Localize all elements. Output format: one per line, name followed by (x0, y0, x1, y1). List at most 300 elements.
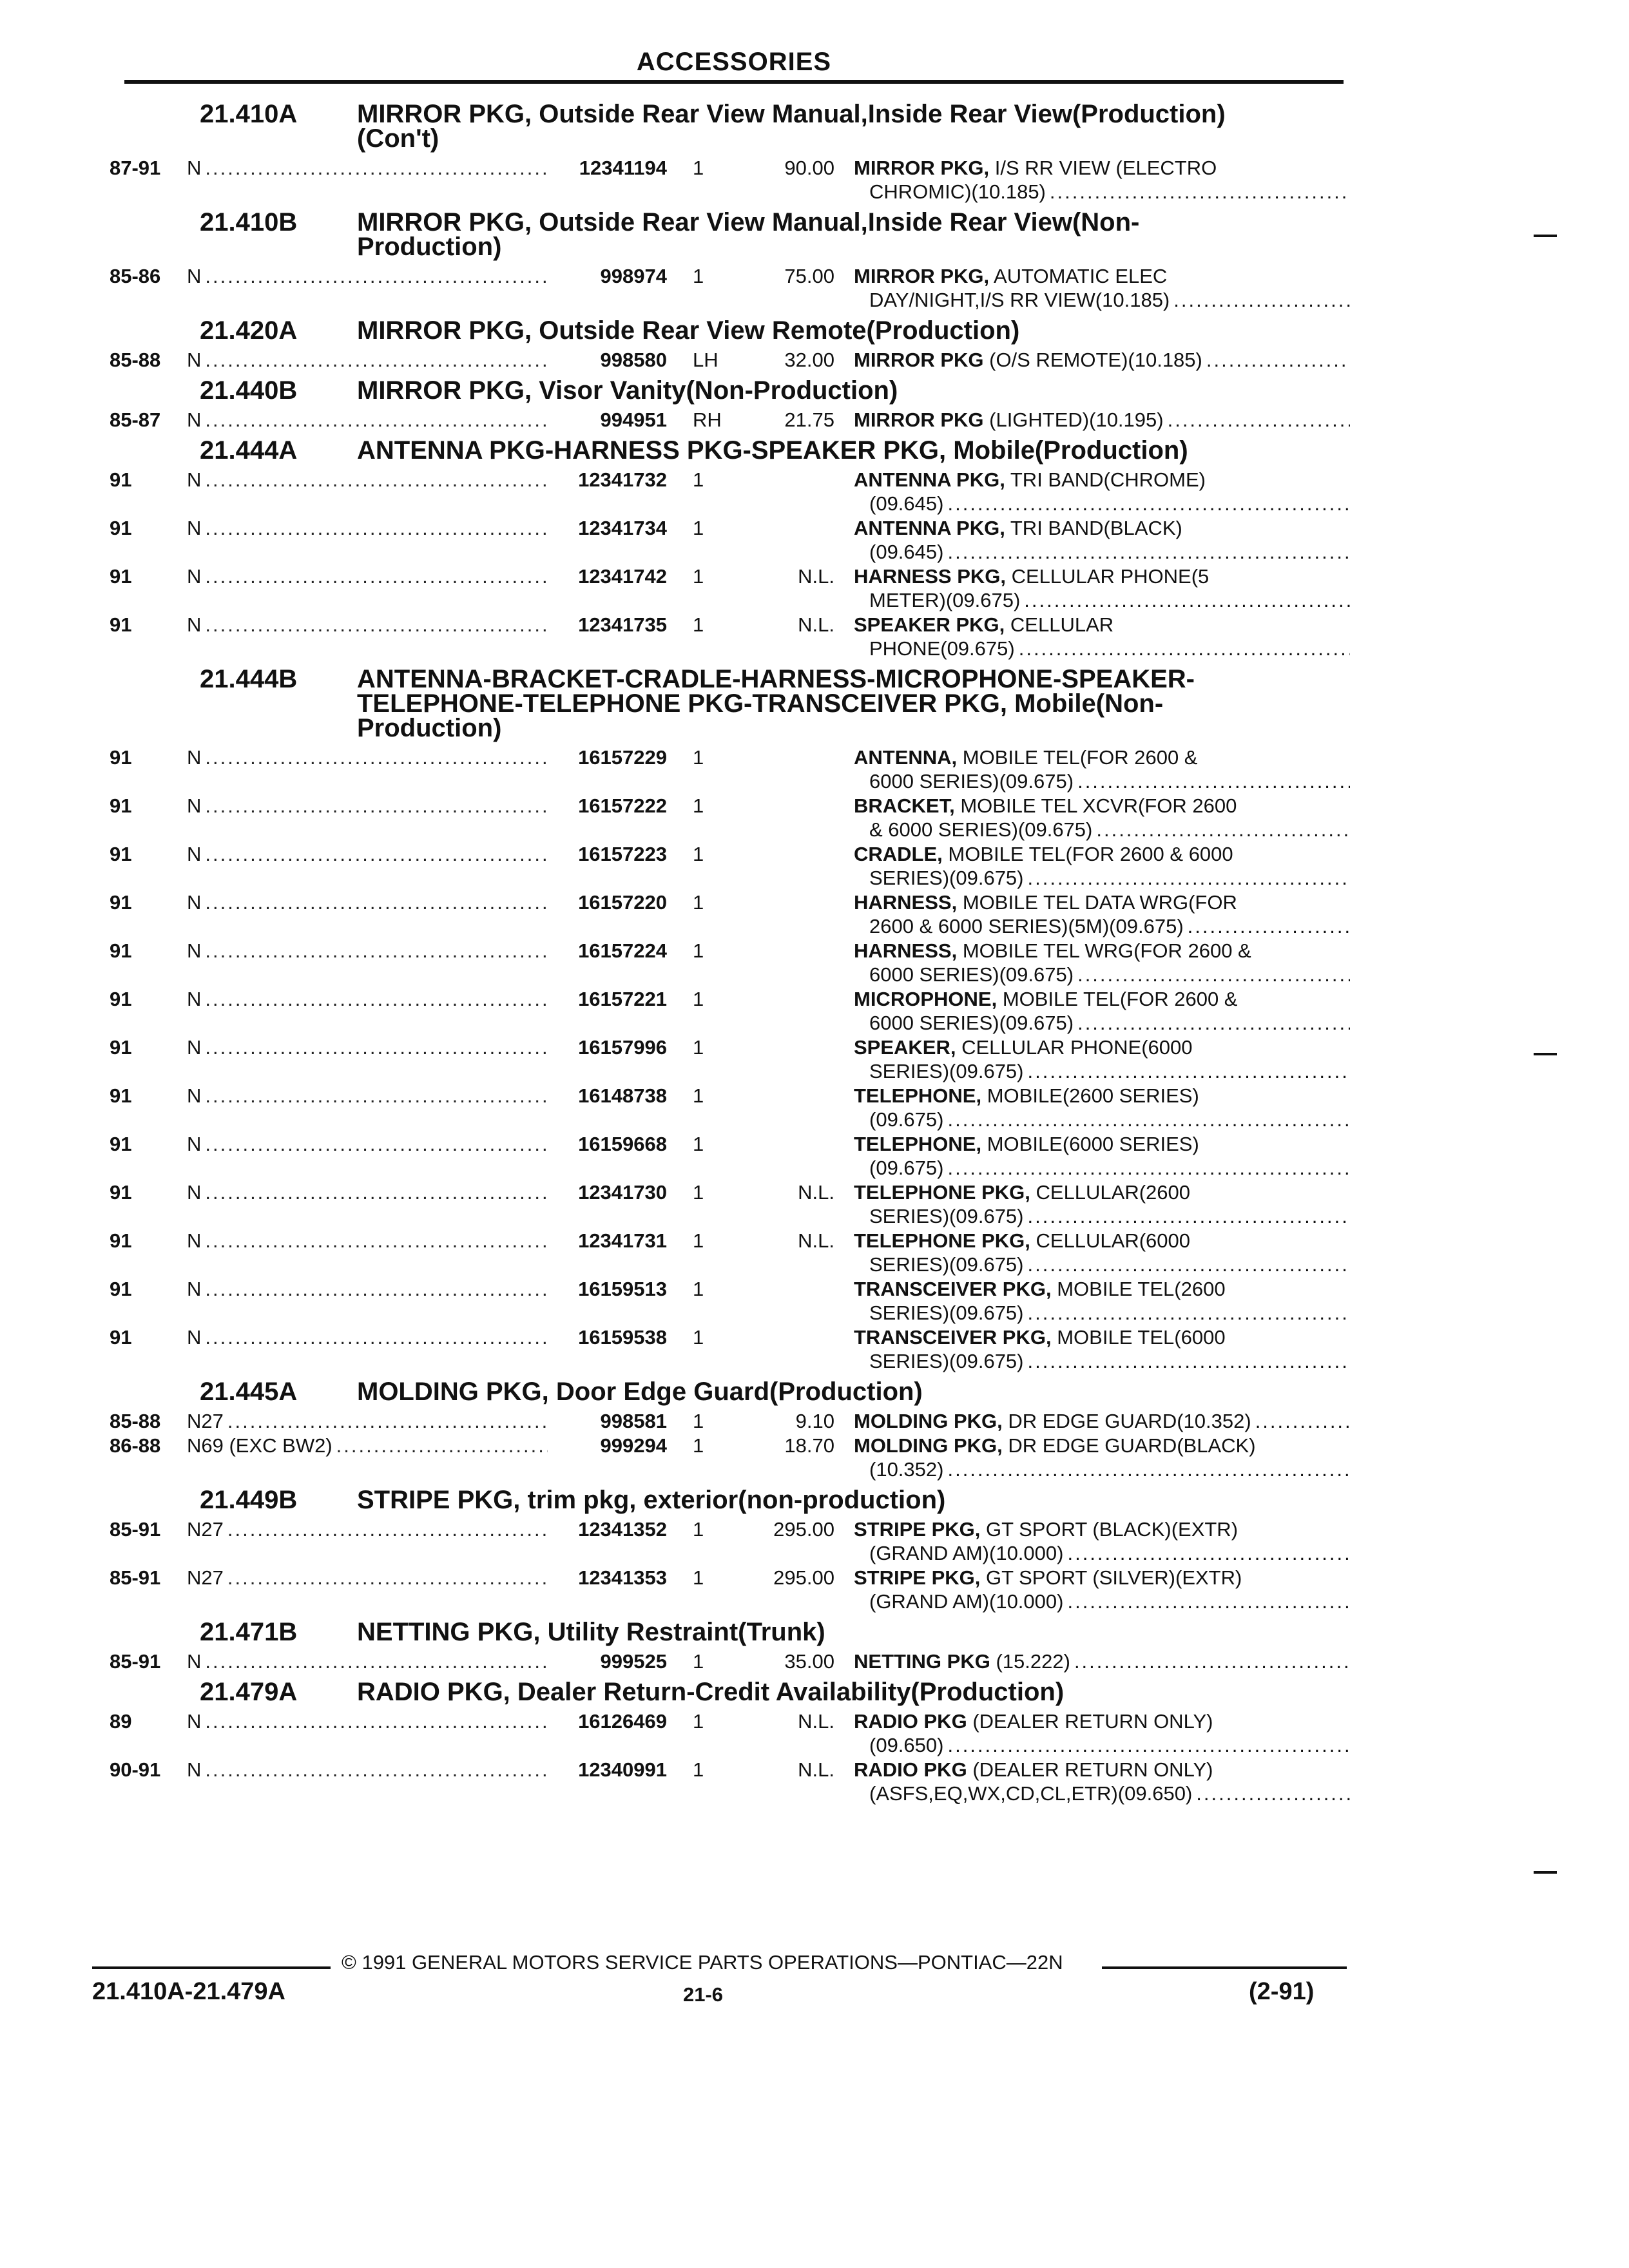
description-text (869, 769, 1077, 793)
footer-rule (1102, 1966, 1347, 1969)
description-detail: (09.645) (869, 492, 944, 515)
dot-leader (947, 540, 1350, 564)
model-years: 91 (110, 1084, 132, 1107)
part-row (110, 264, 1360, 312)
description (854, 890, 1350, 938)
part-noun: MIRROR PKG, (854, 265, 990, 287)
part-row (110, 1758, 1360, 1805)
dot-leader (1074, 1649, 1350, 1673)
part-number: 12341734 (578, 517, 667, 539)
option-code-cell (187, 468, 548, 492)
quantity: 1 (693, 1084, 704, 1107)
description (854, 842, 1350, 890)
dot-leader (947, 1733, 1350, 1757)
dot-leader (1067, 1590, 1350, 1613)
model-years: 91 (110, 468, 132, 491)
model-years: 91 (110, 843, 132, 865)
description-line (854, 842, 1350, 866)
quantity: 1 (693, 1566, 704, 1589)
description-text (869, 1011, 1077, 1035)
header-rule (124, 80, 1344, 84)
description-line (854, 1590, 1350, 1613)
description-detail: SERIES)(09.675) (869, 1253, 1024, 1276)
dot-leader (1067, 1541, 1350, 1565)
revision-mark (1534, 235, 1557, 237)
description (854, 794, 1350, 841)
description-line (854, 987, 1350, 1011)
description-detail: TRI BAND(CHROME) (1010, 468, 1206, 491)
description-line (854, 1457, 1350, 1481)
description-text (869, 1349, 1028, 1373)
part-number: 16157222 (578, 794, 667, 817)
price: 295.00 (773, 1518, 834, 1541)
model-years: 85-88 (110, 1410, 161, 1432)
part-noun: ANTENNA PKG, (854, 517, 1005, 539)
description (854, 468, 1350, 515)
option-code: N27 (187, 1518, 224, 1541)
model-years: 91 (110, 1181, 132, 1204)
description-text (854, 408, 1168, 432)
description-line (854, 348, 1350, 372)
dot-leader (205, 516, 548, 540)
description-line (854, 408, 1350, 432)
description-detail: CELLULAR(2600 (1036, 1181, 1191, 1204)
group-title: MIRROR PKG, Visor Vanity(Non-Production) (357, 376, 898, 405)
quantity: 1 (693, 468, 704, 491)
option-code: N (187, 265, 202, 287)
part-noun: RADIO PKG (854, 1710, 967, 1733)
description-line (854, 1156, 1350, 1180)
price: N.L. (798, 1181, 834, 1204)
part-row (110, 745, 1360, 793)
model-years: 91 (110, 565, 132, 588)
dot-leader (205, 1325, 548, 1349)
part-noun: TRANSCEIVER PKG, (854, 1326, 1052, 1349)
dot-leader (1028, 1059, 1351, 1083)
description-line (854, 1059, 1350, 1083)
part-number: 16159668 (578, 1133, 667, 1155)
option-code-cell (187, 1084, 548, 1108)
part-row (110, 1434, 1360, 1481)
description-detail: (10.352) (869, 1458, 944, 1481)
description-line (854, 1649, 1350, 1673)
quantity: 1 (693, 157, 704, 179)
price: 75.00 (784, 265, 834, 287)
part-noun: STRIPE PKG, (854, 1566, 981, 1589)
description-detail: DR EDGE GUARD(BLACK) (1008, 1434, 1256, 1457)
group-code: 21.440B (200, 376, 298, 405)
page-number: 21-6 (683, 1983, 724, 2006)
description-text (869, 180, 1050, 204)
description (854, 1084, 1350, 1131)
price: 9.10 (795, 1410, 834, 1432)
dot-leader (205, 1180, 548, 1204)
description-line (854, 180, 1350, 204)
quantity: 1 (693, 517, 704, 539)
option-code-cell (187, 1229, 548, 1253)
price: N.L. (798, 613, 834, 636)
option-code: N (187, 939, 202, 962)
group-title: ANTENNA PKG-HARNESS PKG-SPEAKER PKG, Mobile(Production) (357, 436, 1188, 465)
option-code: N (187, 746, 202, 769)
quantity: 1 (693, 1434, 704, 1457)
part-number: 12341735 (578, 613, 667, 636)
part-number: 999525 (600, 1650, 667, 1673)
dot-leader (227, 1409, 548, 1433)
part-number: 998581 (600, 1410, 667, 1432)
model-years: 91 (110, 891, 132, 914)
description-detail: TRI BAND(BLACK) (1010, 517, 1182, 539)
option-code: N (187, 157, 202, 179)
option-code-cell (187, 516, 548, 540)
footer-rule (92, 1966, 331, 1969)
description-text (869, 1457, 947, 1481)
group-code: 21.410A (200, 100, 298, 128)
dot-leader (947, 1156, 1350, 1180)
option-code: N (187, 613, 202, 636)
part-number: 998974 (600, 265, 667, 287)
description-detail: 2600 & 6000 SERIES)(5M)(09.675) (869, 915, 1184, 937)
description-detail: MOBILE TEL(FOR 2600 & (962, 746, 1198, 769)
part-row (110, 794, 1360, 841)
description (854, 1132, 1350, 1180)
model-years: 87-91 (110, 157, 161, 179)
part-number: 16157220 (578, 891, 667, 914)
model-years: 86-88 (110, 1434, 161, 1457)
description-detail: AUTOMATIC ELEC (994, 265, 1168, 287)
option-code-cell (187, 1434, 548, 1457)
description-text (869, 492, 947, 515)
description-detail: CELLULAR(6000 (1036, 1229, 1191, 1252)
description-detail: MOBILE TEL DATA WRG(FOR (962, 891, 1237, 914)
description-line (854, 769, 1350, 793)
part-row (110, 1517, 1360, 1565)
part-noun: TRANSCEIVER PKG, (854, 1278, 1052, 1300)
group-heading (110, 667, 1360, 740)
group-heading (110, 1488, 1360, 1512)
parts-group (110, 378, 1360, 432)
option-code-cell (187, 1517, 548, 1541)
group-code: 21.444B (200, 665, 298, 693)
description (854, 745, 1350, 793)
group-code: 21.449B (200, 1486, 298, 1514)
description-text (869, 1782, 1196, 1805)
dot-leader (1096, 818, 1350, 841)
dot-leader (1028, 1253, 1351, 1276)
description-text (869, 1156, 947, 1180)
part-noun: TELEPHONE, (854, 1084, 982, 1107)
description (854, 1325, 1350, 1373)
model-years: 85-91 (110, 1650, 161, 1673)
description-text (869, 1204, 1028, 1228)
group-heading (110, 378, 1360, 403)
description-detail: GT SPORT (BLACK)(EXTR) (986, 1518, 1239, 1541)
part-row (110, 1035, 1360, 1083)
description-detail: MOBILE TEL(6000 (1057, 1326, 1226, 1349)
option-code-cell (187, 408, 548, 432)
group-code: 21.444A (200, 436, 298, 465)
description (854, 1517, 1350, 1565)
option-code: N (187, 1758, 202, 1781)
description-line (854, 156, 1350, 180)
quantity: 1 (693, 843, 704, 865)
description-detail: GT SPORT (SILVER)(EXTR) (986, 1566, 1242, 1589)
quantity: 1 (693, 1278, 704, 1300)
description-detail: (09.650) (869, 1734, 944, 1756)
description-line (854, 613, 1350, 637)
part-number: 12341730 (578, 1181, 667, 1204)
description-detail: MOBILE TEL WRG(FOR 2600 & (962, 939, 1251, 962)
option-code-cell (187, 156, 548, 180)
quantity: 1 (693, 939, 704, 962)
option-code: N (187, 1650, 202, 1673)
dot-leader (947, 1108, 1350, 1131)
description-line (854, 794, 1350, 818)
part-row (110, 1325, 1360, 1373)
part-noun: MOLDING PKG, (854, 1410, 1003, 1432)
dot-leader (205, 1758, 548, 1782)
option-code: N (187, 1710, 202, 1733)
description-detail: METER)(09.675) (869, 589, 1021, 611)
description-line (854, 1566, 1350, 1590)
dot-leader (205, 1649, 548, 1673)
dot-leader (205, 613, 548, 637)
revision-date: (2-91) (1249, 1978, 1315, 2005)
option-code-cell (187, 987, 548, 1011)
description (854, 987, 1350, 1035)
description-line (854, 939, 1350, 963)
description-line (854, 1349, 1350, 1373)
description (854, 1409, 1350, 1433)
description-line (854, 1301, 1350, 1325)
part-noun: MIRROR PKG, (854, 157, 990, 179)
description-line (854, 637, 1350, 660)
quantity: 1 (693, 746, 704, 769)
description (854, 564, 1350, 612)
part-noun: HARNESS, (854, 939, 958, 962)
part-row (110, 1649, 1360, 1673)
dot-leader (205, 264, 548, 288)
quantity: RH (693, 408, 722, 431)
description-text (869, 288, 1173, 312)
model-years: 91 (110, 517, 132, 539)
part-row (110, 564, 1360, 612)
option-code-cell (187, 939, 548, 963)
description-line (854, 516, 1350, 540)
option-code: N (187, 988, 202, 1010)
part-noun: MOLDING PKG, (854, 1434, 1003, 1457)
dot-leader (205, 1229, 548, 1253)
description-text (869, 1541, 1067, 1565)
model-years: 91 (110, 1036, 132, 1059)
page-title: ACCESSORIES (636, 48, 832, 76)
option-code-cell (187, 1132, 548, 1156)
part-row (110, 156, 1360, 204)
description-detail: (DEALER RETURN ONLY) (972, 1710, 1213, 1733)
option-code: N (187, 349, 202, 371)
part-row (110, 468, 1360, 515)
description-line (854, 1541, 1350, 1565)
description-text (869, 637, 1019, 660)
description-detail: MOBILE TEL(FOR 2600 & (1002, 988, 1238, 1010)
model-years: 91 (110, 794, 132, 817)
quantity: 1 (693, 565, 704, 588)
description-line (854, 818, 1350, 841)
part-row (110, 613, 1360, 660)
quantity: 1 (693, 1650, 704, 1673)
description-detail: CHROMIC)(10.185) (869, 180, 1046, 203)
part-number: 16148738 (578, 1084, 667, 1107)
part-row (110, 890, 1360, 938)
dot-leader (1028, 1204, 1351, 1228)
price: 90.00 (784, 157, 834, 179)
part-number: 16157221 (578, 988, 667, 1010)
group-title: STRIPE PKG, trim pkg, exterior(non-production) (357, 1486, 946, 1514)
dot-leader (205, 794, 548, 818)
description-text (869, 818, 1096, 841)
option-code-cell (187, 842, 548, 866)
option-code-cell (187, 613, 548, 637)
description-line (854, 1782, 1350, 1805)
description-detail: SERIES)(09.675) (869, 1205, 1024, 1227)
description-detail: (09.645) (869, 541, 944, 563)
description-line (854, 1253, 1350, 1276)
price: 35.00 (784, 1650, 834, 1673)
description-detail: (09.675) (869, 1157, 944, 1179)
quantity: 1 (693, 1181, 704, 1204)
description-line (854, 264, 1350, 288)
option-code-cell (187, 1325, 548, 1349)
price: 18.70 (784, 1434, 834, 1457)
description-text (869, 1059, 1028, 1083)
description (854, 408, 1350, 432)
dot-leader (227, 1566, 548, 1590)
description-detail: SERIES)(09.675) (869, 867, 1024, 889)
dot-leader (1028, 1349, 1351, 1373)
description-detail: DAY/NIGHT,I/S RR VIEW(10.185) (869, 289, 1170, 311)
part-row (110, 1566, 1360, 1613)
description-detail: SERIES)(09.675) (869, 1302, 1024, 1324)
description-text (869, 1733, 947, 1757)
dot-leader (227, 1517, 548, 1541)
description-detail: SERIES)(09.675) (869, 1060, 1024, 1082)
part-noun: ANTENNA, (854, 746, 958, 769)
description (854, 613, 1350, 660)
description-detail: 6000 SERIES)(09.675) (869, 770, 1074, 793)
option-code: N27 (187, 1566, 224, 1589)
quantity: 1 (693, 1229, 704, 1252)
price: 21.75 (784, 408, 834, 431)
parts-group (110, 1379, 1360, 1481)
description-text (869, 588, 1024, 612)
dot-leader (205, 348, 548, 372)
description-detail: (GRAND AM)(10.000) (869, 1542, 1064, 1564)
description-detail: PHONE(09.675) (869, 637, 1015, 660)
part-row (110, 842, 1360, 890)
description-text (869, 866, 1028, 890)
description (854, 1229, 1350, 1276)
part-noun: NETTING PKG (854, 1650, 990, 1673)
quantity: 1 (693, 1710, 704, 1733)
description-detail: CELLULAR (1010, 613, 1114, 636)
part-row (110, 1409, 1360, 1433)
description-detail: MOBILE TEL XCVR(FOR 2600 (960, 794, 1237, 817)
dot-leader (1168, 408, 1350, 432)
description-detail: MOBILE(6000 SERIES) (987, 1133, 1199, 1155)
price: 295.00 (773, 1566, 834, 1589)
dot-leader (1077, 963, 1350, 986)
dot-leader (1050, 180, 1350, 204)
part-noun: TELEPHONE, (854, 1133, 982, 1155)
option-code-cell (187, 1180, 548, 1204)
description-detail: (LIGHTED)(10.195) (989, 408, 1164, 431)
dot-leader (205, 1709, 548, 1733)
part-number: 994951 (600, 408, 667, 431)
part-row (110, 987, 1360, 1035)
dot-leader (1255, 1409, 1350, 1433)
part-noun: RADIO PKG (854, 1758, 967, 1781)
dot-leader (1019, 637, 1350, 660)
quantity: 1 (693, 794, 704, 817)
dot-leader (205, 156, 548, 180)
parts-group (110, 1620, 1360, 1673)
option-code: N (187, 1229, 202, 1252)
group-heading (110, 1620, 1360, 1644)
description (854, 156, 1350, 204)
group-title: NETTING PKG, Utility Restraint(Trunk) (357, 1618, 825, 1646)
model-years: 85-88 (110, 349, 161, 371)
dot-leader (1206, 348, 1350, 372)
description-line (854, 1180, 1350, 1204)
part-noun: MIRROR PKG (854, 408, 984, 431)
part-noun: ANTENNA PKG, (854, 468, 1005, 491)
description-line (854, 866, 1350, 890)
description-detail: CELLULAR PHONE(5 (1011, 565, 1210, 588)
group-title: RADIO PKG, Dealer Return-Credit Availability(Production) (357, 1678, 1065, 1706)
description-text (869, 540, 947, 564)
description-detail: I/S RR VIEW (ELECTRO (994, 157, 1217, 179)
part-row (110, 1084, 1360, 1131)
description-detail: DR EDGE GUARD(10.352) (1008, 1410, 1251, 1432)
dot-leader (1188, 914, 1350, 938)
quantity: 1 (693, 1326, 704, 1349)
model-years: 91 (110, 746, 132, 769)
part-noun: STRIPE PKG, (854, 1518, 981, 1541)
description-text (869, 914, 1188, 938)
group-code: 21.479A (200, 1678, 298, 1706)
revision-mark (1534, 1053, 1557, 1055)
description-line (854, 890, 1350, 914)
model-years: 91 (110, 988, 132, 1010)
option-code-cell (187, 1566, 548, 1590)
quantity: LH (693, 349, 718, 371)
description-line (854, 1011, 1350, 1035)
description-text (869, 1253, 1028, 1276)
description-line (854, 468, 1350, 492)
option-code: N (187, 794, 202, 817)
dot-leader (947, 492, 1350, 515)
part-number: 12340991 (578, 1758, 667, 1781)
dot-leader (336, 1434, 548, 1457)
part-noun: HARNESS, (854, 891, 958, 914)
part-number: 16157229 (578, 746, 667, 769)
description-line (854, 1084, 1350, 1108)
description-text (869, 1108, 947, 1131)
description (854, 1180, 1350, 1228)
model-years: 91 (110, 1229, 132, 1252)
description (854, 264, 1350, 312)
description-detail: (DEALER RETURN ONLY) (972, 1758, 1213, 1781)
